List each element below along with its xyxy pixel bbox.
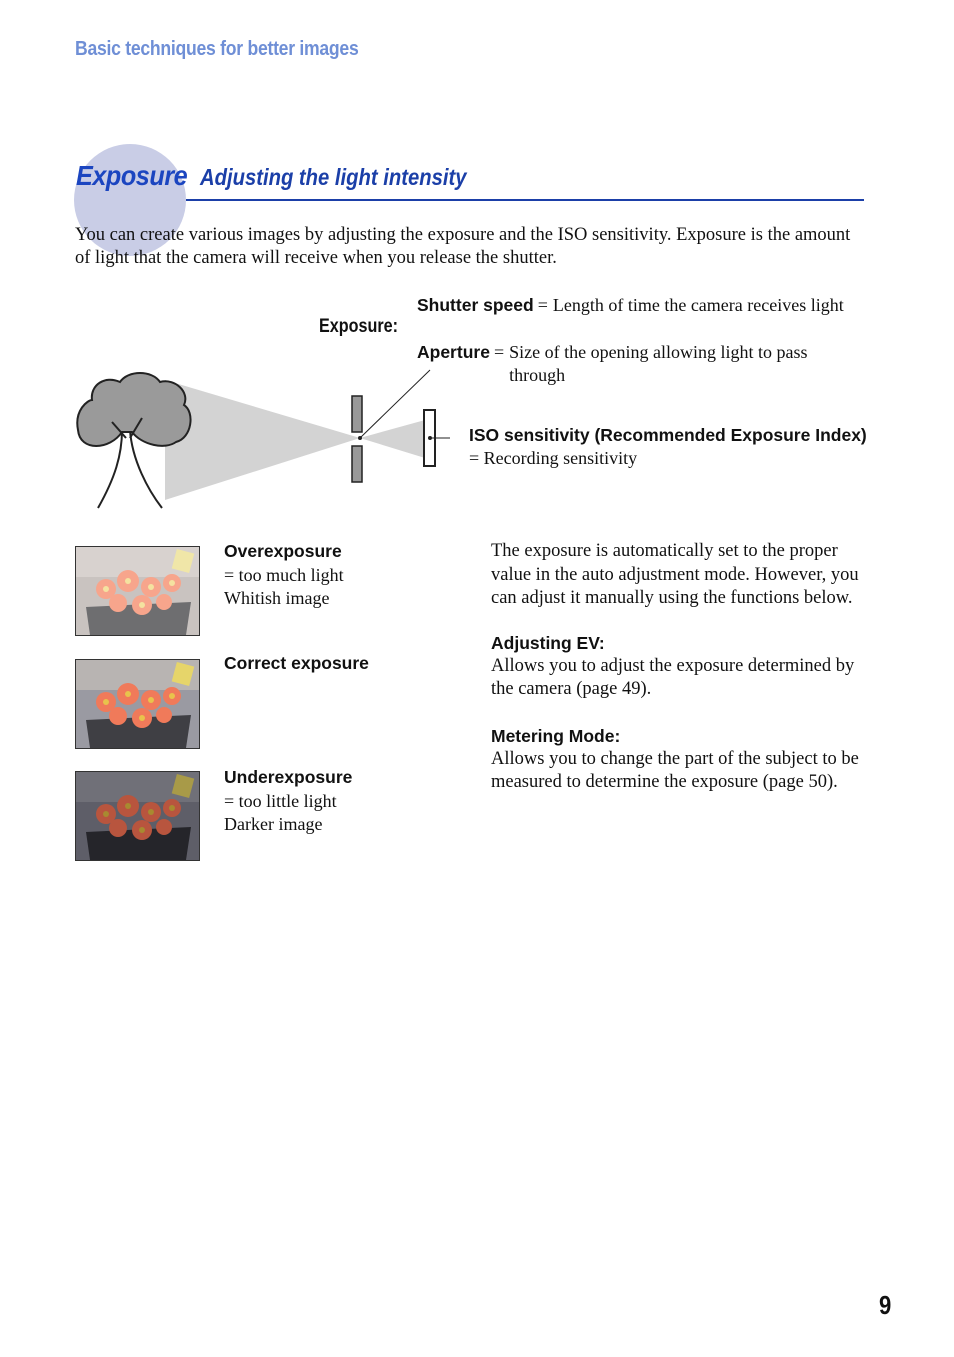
correct-exposure-photo [75,659,200,749]
intro-paragraph: You can create various images by adjusting the exposure and the ISO sensitivity. Exposure is the amount of light that the camera will receive when you release the shutter. [75,225,851,268]
shutter-speed-definition [417,294,862,317]
page-title: Exposure [76,160,188,191]
equals-sign: = [493,342,505,362]
iso-term: ISO sensitivity (Recommended Exposure Index) [469,425,867,445]
iso-text: = Recording sensitivity [469,448,638,468]
metering-mode-text: Allows you to change the part of the subject to be measured to determine the exposure (page 50). [491,748,859,792]
overexposure-line1: = too much light [224,565,344,585]
adjusting-ev-title: Adjusting EV: [491,632,605,653]
page-number: 9 [879,1290,892,1320]
adjusting-ev-text: Allows you to adjust the exposure determined by the camera (page 49). [491,655,855,699]
shutter-speed-term: Shutter speed [417,295,534,315]
light-cone-sensor-icon [360,420,425,458]
title-underline [186,199,864,201]
correct-exposure-title: Correct exposure [224,653,369,673]
sensor-point-icon [428,436,432,440]
underexposure-line1: = too little light [224,791,337,811]
shutter-blade-bottom-icon [352,446,362,482]
aperture-term: Aperture [417,342,490,362]
aperture-definition [417,341,862,387]
overexposure-photo [75,546,200,636]
underexposure-title: Underexposure [224,767,353,787]
exposure-diagram [70,360,450,520]
page-subtitle: Adjusting the light intensity [200,164,467,190]
light-cone-icon [165,380,360,500]
underexposure-photo [75,771,200,861]
aperture-text: Size of the opening allowing light to pass through [509,342,808,385]
aperture-point-icon [358,436,362,440]
exposure-label: Exposure: [319,316,398,337]
shutter-blade-top-icon [352,396,362,432]
underexposure-line2: Darker image [224,814,323,834]
overexposure-line2: Whitish image [224,588,330,608]
overexposure-title: Overexposure [224,541,342,561]
right-column [491,540,861,795]
equals-sign: = [537,295,548,315]
metering-mode-title: Metering Mode: [491,725,621,746]
shutter-speed-text: Length of time the camera receives light [552,295,844,315]
auto-adjust-paragraph: The exposure is automatically set to the proper value in the auto adjustment mode. However, you can adjust it manually using the functions below. [491,541,859,608]
section-header: Basic techniques for better images [75,38,359,60]
iso-definition [469,424,869,470]
